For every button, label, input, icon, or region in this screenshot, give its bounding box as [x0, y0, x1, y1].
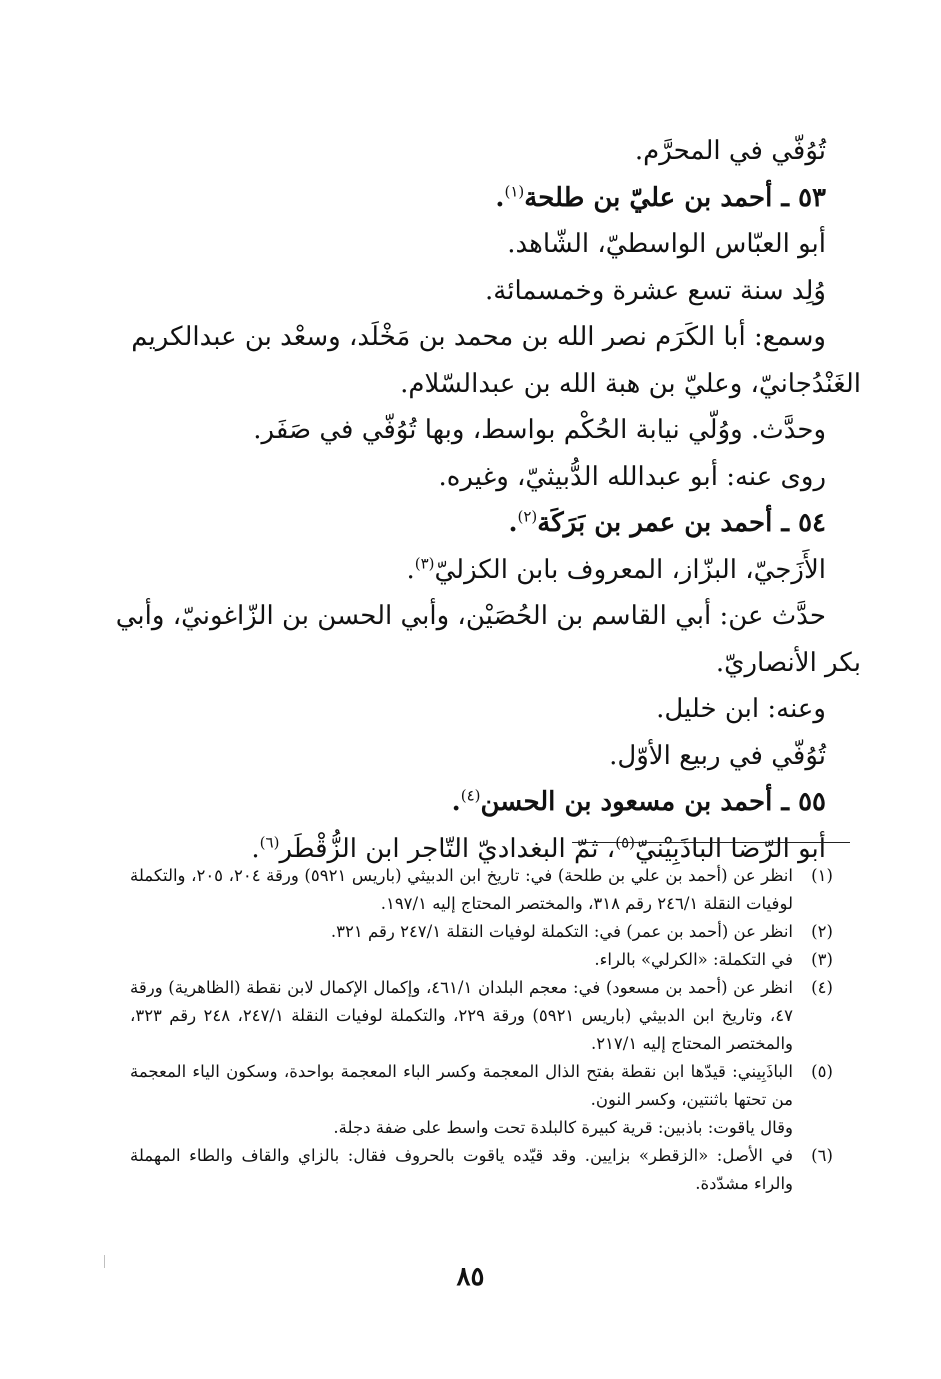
entry-heading-55 [130, 779, 861, 826]
footnote-text: في التكملة: «الكرلي» بالراء. [594, 950, 793, 969]
footnotes-block [130, 862, 851, 1198]
footnote-ref: (٣) [414, 553, 435, 572]
page-number: ٨٥ [456, 1262, 485, 1292]
footnote-text: انظر عن (أحمد بن مسعود) في: معجم البلدان ٤٦١/١، وإكمال الإكمال لابن نقطة (الظاهرية) ورقة ٤٧، وتاريخ ابن الدبيثي (باريس ٥٩٢١) ورقة ٢٢٩، والتكملة لوفيات النقلة ٢٤٧/١، ٢٤٨ رقم ٣٢٣، والمختصر المحتاج إليه ٢١٧/١. [130, 978, 793, 1053]
entry-heading-53 [130, 175, 861, 222]
text-line: روى عنه: أبو عبدالله الدُّبيثيّ، وغيره. [438, 461, 826, 492]
footnote-number: (٥) [811, 1062, 833, 1081]
text-line: وعنه: ابن خليل. [656, 694, 826, 724]
footnote-number: (٦) [811, 1146, 833, 1165]
entry-name: أحمد بن عليّ بن طلحة [524, 182, 773, 213]
entry-dash: ـ [781, 787, 789, 817]
footnote-5 [130, 1058, 851, 1142]
text-line: حدَّث عن: أبي القاسم بن الحُصَيْن، وأبي الحسن بن الزّاغونيّ، وأبي [115, 601, 826, 631]
text-line [130, 547, 861, 594]
footnote-body [130, 1058, 793, 1142]
text-line: الغَنْدُجانيّ، وعليّ بن هبة الله بن عبدالسّلام. [400, 368, 861, 399]
footnote-text-extra: وقال ياقوت: باذبين: قرية كبيرة كالبلدة تحت واسط على ضفة دجلة. [333, 1118, 793, 1137]
footnote-text: في الأصل: «الزقطر» بزايين. وقد قيّده ياقوت بالحروف فقال: بالزاي والقاف والطاء المهملة والراء مشدّدة. [130, 1146, 793, 1193]
entry-number: ٥٤ [798, 508, 826, 538]
entry-number: ٥٣ [798, 182, 826, 213]
footnote-2 [130, 918, 851, 946]
entry-dash: ـ [781, 182, 789, 213]
end-mark: . [406, 554, 415, 585]
footnote-ref: (١) [504, 181, 525, 200]
footnote-1 [130, 862, 851, 918]
footnote-number: (٣) [811, 950, 833, 969]
footnote-4 [130, 974, 851, 1058]
entry-number: ٥٥ [798, 787, 826, 817]
entry-heading-54 [130, 500, 861, 547]
footnote-number: (٤) [811, 978, 833, 997]
text-line: وسمع: أبا الكَرَم نصر الله بن محمد بن مَخْلَد، وسعْد بن عبدالكريم [131, 322, 826, 352]
text-line: أبو العبّاس الواسطيّ، الشّاهد. [507, 229, 826, 259]
footnote-text: الباذَبِيني: قيدّها ابن نقطة بفتح الذال المعجمة وكسر الباء المعجمة بواحدة، وسكون الياء المعجمة من تحتها باثنتين، وكسر النون. [130, 1062, 793, 1109]
text-line: وُلِد سنة تسع عشرة وخمسمائة. [485, 275, 826, 306]
text-line: بكر الأنصاريّ. [715, 647, 861, 678]
footnote-separator [572, 842, 850, 843]
footnote-ref: (٥) [615, 832, 635, 851]
footnote-ref: (٤) [460, 786, 481, 805]
text-run: ، ثمّ البغداديّ التّاجر ابن الزُّقْطَر [279, 833, 616, 864]
footnote-6 [130, 1142, 851, 1198]
text-line: وحدَّث. ووُلّي نيابة الحُكْم بواسط، وبها تُوُفّي في صَفَر. [253, 415, 826, 445]
end-mark: . [495, 182, 505, 213]
end-mark: . [508, 508, 518, 538]
end-mark: . [451, 787, 461, 817]
footnote-text: انظر عن (أحمد بن علي بن طلحة) في: تاريخ ابن الدبيثي (باريس ٥٩٢١) ورقة ٢٠٤، ٢٠٥، والتكملة لوفيات النقلة ٢٤٦/١ رقم ٣١٨، والمختصر المحتاج إليه ١٩٧/١. [130, 866, 793, 913]
main-text-block [115, 128, 861, 872]
footnote-3 [130, 946, 851, 974]
entry-name: أحمد بن عمر بن بَرَكَة [537, 508, 773, 538]
entry-dash: ـ [781, 508, 789, 538]
entry-name: أحمد بن مسعود بن الحسن [480, 787, 773, 817]
footnote-number: (٢) [811, 922, 833, 941]
footnote-number: (١) [811, 866, 833, 885]
footnote-ref: (٢) [517, 507, 538, 526]
footnote-text: انظر عن (أحمد بن عمر) في: التكملة لوفيات النقلة ٢٤٧/١ رقم ٣٢١. [330, 922, 793, 941]
text-line: تُوُفّي في المحرَّم. [634, 136, 826, 166]
text-line: تُوُفّي في ربيع الأوّل. [609, 740, 826, 771]
footnote-ref: (٦) [259, 832, 280, 851]
text-run: الأَزَجيّ، البزّاز، المعروف بابن الكزليّ [434, 554, 826, 585]
text-run: أبو الرّضا الباذَبِيْنيّ [634, 833, 826, 864]
end-mark: . [251, 833, 260, 864]
